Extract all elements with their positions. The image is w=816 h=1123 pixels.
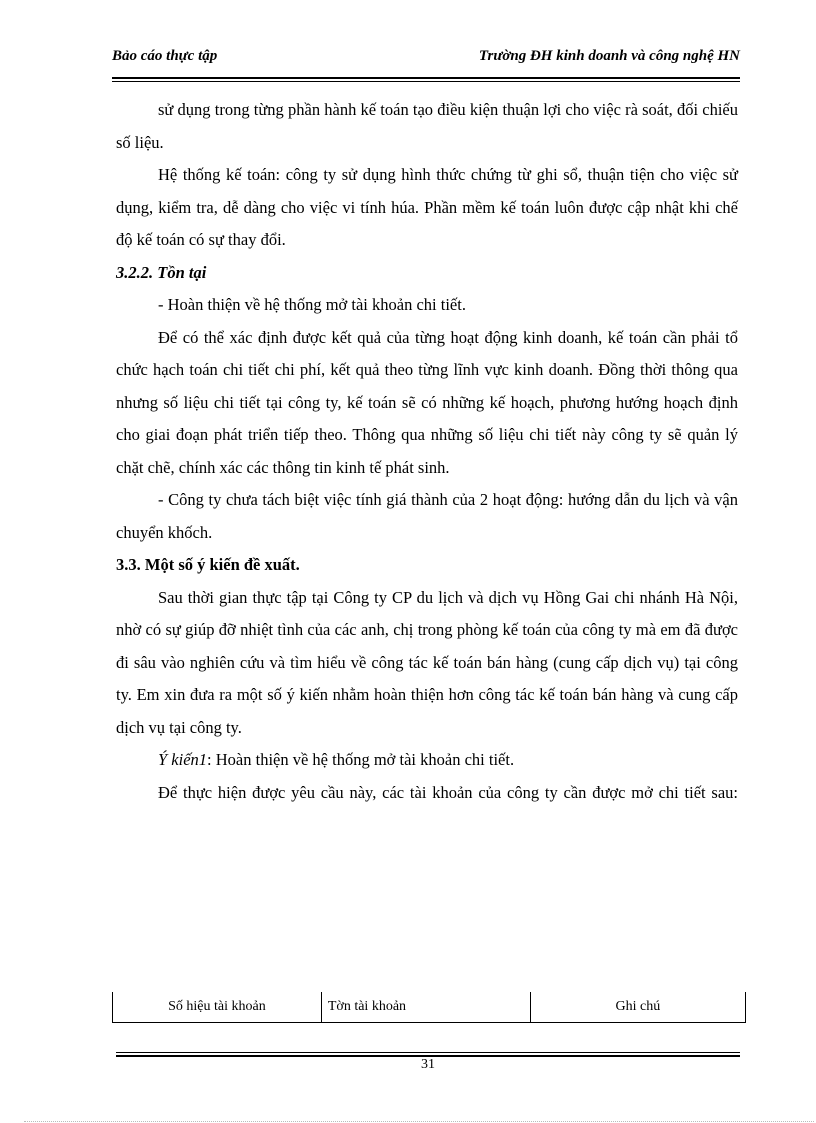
section-heading-3-2-2: 3.2.2. Tồn tại: [116, 262, 207, 282]
page-number: 31: [421, 1057, 435, 1072]
paragraph-requirement: Để thực hiện được yêu cầu này, các tài khoản của công ty cần được mở chi tiết sau:: [158, 782, 738, 802]
header-report-title: Bảo cáo thực tập: [112, 48, 218, 64]
column-header-account-number: Số hiệu tài khoản: [113, 992, 322, 1023]
paragraph-detail-results: Để có thể xác định được kết quả của từng hoạt động kinh doanh, kế toán cần phải tổ chức hạch toán chi tiết chi phí, kết quả theo từng lĩnh vực kinh doanh. Đồng thời thông qua nhưng số liệu chi tiết tại công ty, kế toán sẽ có những kế hoạch, phương hướng hoạch định cho giai đoạn phát triển tiếp theo. Thông qua những số liệu chi tiết này công ty sẽ quản lý chặt chẽ, chính xác các thông tin kinh tế phát sinh.: [116, 327, 738, 477]
page-header: [112, 48, 740, 70]
paragraph-accounting-system: Hệ thống kế toán: công ty sử dụng hình thức chứng từ ghi sổ, thuận tiện cho việc sử dụng, kiểm tra, dễ dàng cho việc vi tính húa. Phần mềm kế toán luôn được cập nhật khi chế độ kế toán có sự thay đổi.: [116, 165, 738, 249]
paragraph-bullet-accounts: - Hoàn thiện về hệ thống mở tài khoản chi tiết.: [158, 295, 466, 314]
header-rule-thin: [112, 81, 740, 82]
column-header-account-name: Tờn tài khoản: [321, 992, 530, 1023]
page-edge-dotted: [24, 1121, 814, 1122]
paragraph-bullet-cost: - Công ty chưa tách biệt việc tính giá thành của 2 hoạt động: hướng dẫn du lịch và vận chuyển khốch.: [116, 490, 738, 542]
column-header-notes: Ghi chú: [530, 992, 745, 1023]
opinion-label: Ý kiến1: [158, 750, 208, 769]
header-university: Trường ĐH kinh doanh và công nghệ HN: [478, 48, 740, 64]
table-header-row: [113, 992, 746, 1023]
section-heading-3-3: 3.3. Một số ý kiến đề xuất.: [116, 555, 300, 574]
paragraph-internship: Sau thời gian thực tập tại Công ty CP du lịch và dịch vụ Hồng Gai chi nhánh Hà Nội, nhờ có sự giúp đỡ nhiệt tình của các anh, chị trong phòng kế toán của công ty mà em đã được đi sâu vào nghiên cứu và tìm hiểu về công tác kế toán bán hàng (cung cấp dịch vụ) tại công ty. Em xin đưa ra một số ý kiến nhằm hoàn thiện hơn công tác kế toán bán hàng và cung cấp dịch vụ tại công ty.: [116, 587, 738, 737]
header-rule-thick: [112, 77, 740, 79]
paragraph-continuation: sử dụng trong từng phần hành kế toán tạo điều kiện thuận lợi cho việc rà soát, đối chiếu số liệu.: [116, 100, 738, 152]
paragraph-opinion-1: [116, 744, 738, 777]
opinion-text: : Hoàn thiện về hệ thống mở tài khoản chi tiết.: [207, 750, 515, 769]
document-body: [116, 94, 738, 809]
accounts-table: [112, 992, 746, 1023]
footer-rule-thin: [116, 1052, 740, 1053]
